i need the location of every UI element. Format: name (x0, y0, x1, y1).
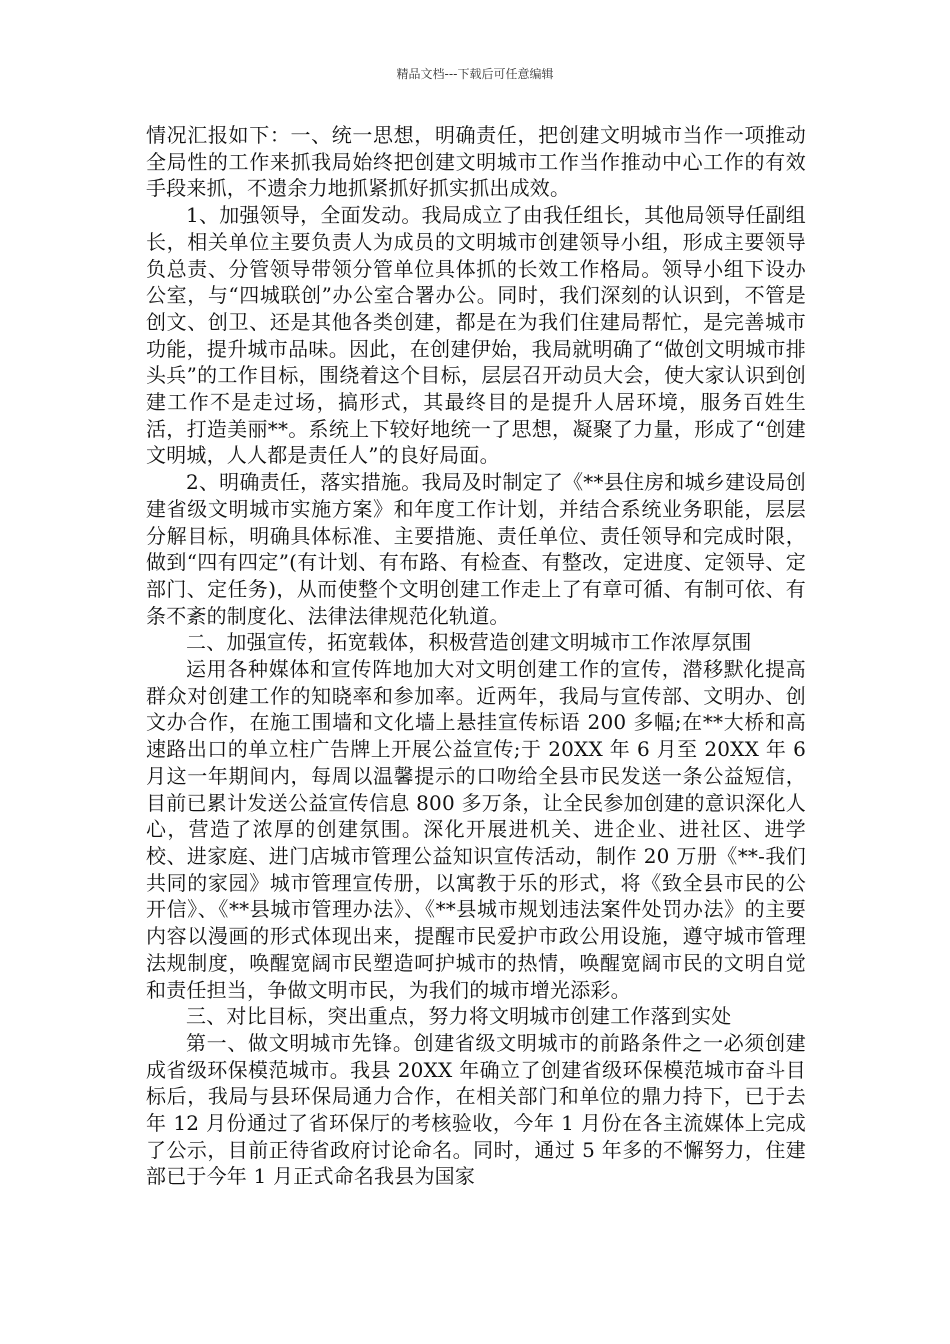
document-body (146, 122, 806, 1190)
section-heading-targets: 三、对比目标，突出重点，努力将文明城市创建工作落到实处 (186, 1004, 732, 1029)
section-heading-publicity: 二、加强宣传，拓宽载体，积极营造创建文明城市工作浓厚氛围 (186, 630, 752, 655)
page-header: 精品文档---下载后可任意编辑 (396, 67, 554, 81)
paragraph-intro: 情况汇报如下：一、统一思想，明确责任，把创建文明城市当作一项推动全局性的工作来抓我局始终把创建文明城市工作当作推动中心工作的有效手段来抓，不遗余力地抓紧抓好抓实抓出成效。 (146, 123, 806, 201)
paragraph-responsibility: 2、明确责任，落实措施。我局及时制定了《**县住房和城乡建设局创建省级文明城市实施方案》和年度工作计划，并结合系统业务职能，层层分解目标，明确具体标准、主要措施、责任单位、责任领导和完成时限，做到“四有四定”(有计划、有布路、有检查、有整改，定进度、定领导、定部门、定任务)，从而使整个文明创建工作走上了有章可循、有制可依、有条不紊的制度化、法律法律规范化轨道。 (146, 470, 806, 628)
paragraph-leadership: 1、加强领导，全面发动。我局成立了由我任组长，其他局领导任副组长，相关单位主要负责人为成员的文明城市创建领导小组，形成主要领导负总责、分管领导带领分管单位具体抓的长效工作格局。领导小组下设办公室，与“四城联创”办公室合署办公。同时，我们深刻的认识到，不管是创文、创卫、还是其他各类创建，都是在为我们住建局帮忙，是完善城市功能，提升城市品味。因此，在创建伊始，我局就明确了“做创文明城市排头兵”的工作目标，围绕着这个目标，层层召开动员大会，使大家认识到创建工作不是走过场，搞形式，其最终目的是提升人居环境，服务百姓生活，打造美丽**。系统上下较好地统一了思想，凝聚了力量，形成了“创建文明城，人人都是责任人”的良好局面。 (146, 203, 806, 468)
paragraph-pioneer: 第一、做文明城市先锋。创建省级文明城市的前路条件之一必须创建成省级环保模范城市。我县 20XX 年确立了创建省级环保模范城市奋斗目标后，我局与县环保局通力合作，在相关部门和单位的鼎力持下，已于去年 12 月份通过了省环保厅的考核验收，今年 1 月份在各主流媒体上完成了公示，目前正待省政府讨论命名。同时，通过 5 年多的不懈努力，住建部已于今年 1 月正式命名我县为国家 (146, 1030, 806, 1189)
paragraph-publicity: 运用各种媒体和宣传阵地加大对文明创建工作的宣传，潜移默化提高群众对创建工作的知晓率和参加率。近两年，我局与宣传部、文明办、创文办合作，在施工围墙和文化墙上悬挂宣传标语 200 多幅;在**大桥和高速路出口的单立柱广告牌上开展公益宣传;于 20XX 年 6 月至 20XX 年 6 月这一年期间内，每周以温馨提示的口吻给全县市民发送一条公益短信，目前已累计发送公益宣传信息 800 多万条，让全民参加创建的意识深化人心，营造了浓厚的创建氛围。深化开展进机关、进企业、进社区、进学校、进家庭、进门店城市管理公益知识宣传活动，制作 20 万册《**-我们共同的家园》城市管理宣传册，以寓教于乐的形式，将《致全县市民的公开信》、《**县城市管理办法》、《**县城市规划违法案件处罚办法》的主要内容以漫画的形式体现出来，提醒市民爱护市政公用设施，遵守城市管理法规制度，唤醒宽阔市民塑造呵护城市的热情，唤醒宽阔市民的文明自觉和责任担当，争做文明市民，为我们的城市增光添彩。 (146, 657, 806, 1002)
